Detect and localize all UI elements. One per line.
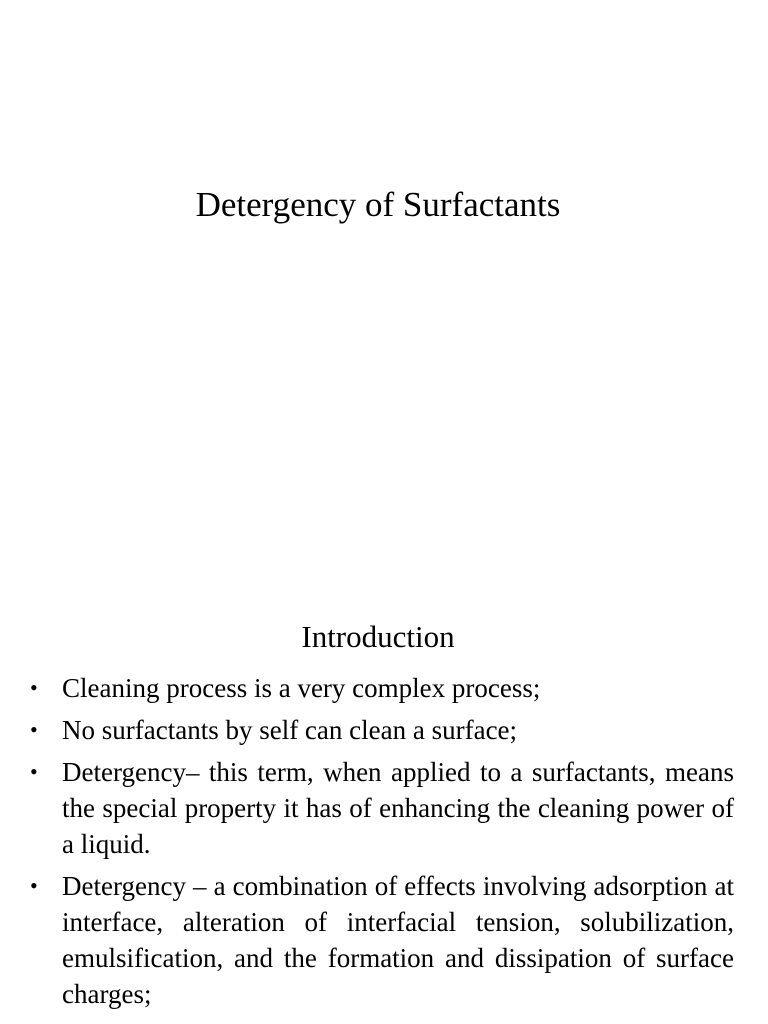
bullet-dot-icon: • <box>30 873 38 898</box>
introduction-slide <box>0 580 768 1024</box>
slide-title: Detergency of Surfactants <box>195 185 561 224</box>
bullet-text: No surfactants by self can clean a surface; <box>62 715 518 745</box>
bullet-dot-icon: • <box>30 675 38 700</box>
bullet-item <box>28 868 734 1012</box>
bullet-dot-icon: • <box>30 717 38 742</box>
bullet-dot-icon: • <box>30 759 38 784</box>
bullet-text: Cleaning process is a very complex process; <box>62 673 541 703</box>
bullet-item <box>28 712 734 748</box>
bullet-item <box>28 670 734 706</box>
section-heading: Introduction <box>301 619 455 654</box>
bullet-text: Detergency– this term, when applied to a surfactants, means the special property it has of enhancing the cleaning power of a liquid. <box>62 757 734 859</box>
bullet-text: Detergency – a combination of effects involving adsorption at interface, alteration of interfacial tension, solubilization, emulsification, and the formation and dissipation of surface charges; <box>62 871 734 1009</box>
bullet-list <box>28 670 734 1018</box>
bullet-item <box>28 754 734 862</box>
